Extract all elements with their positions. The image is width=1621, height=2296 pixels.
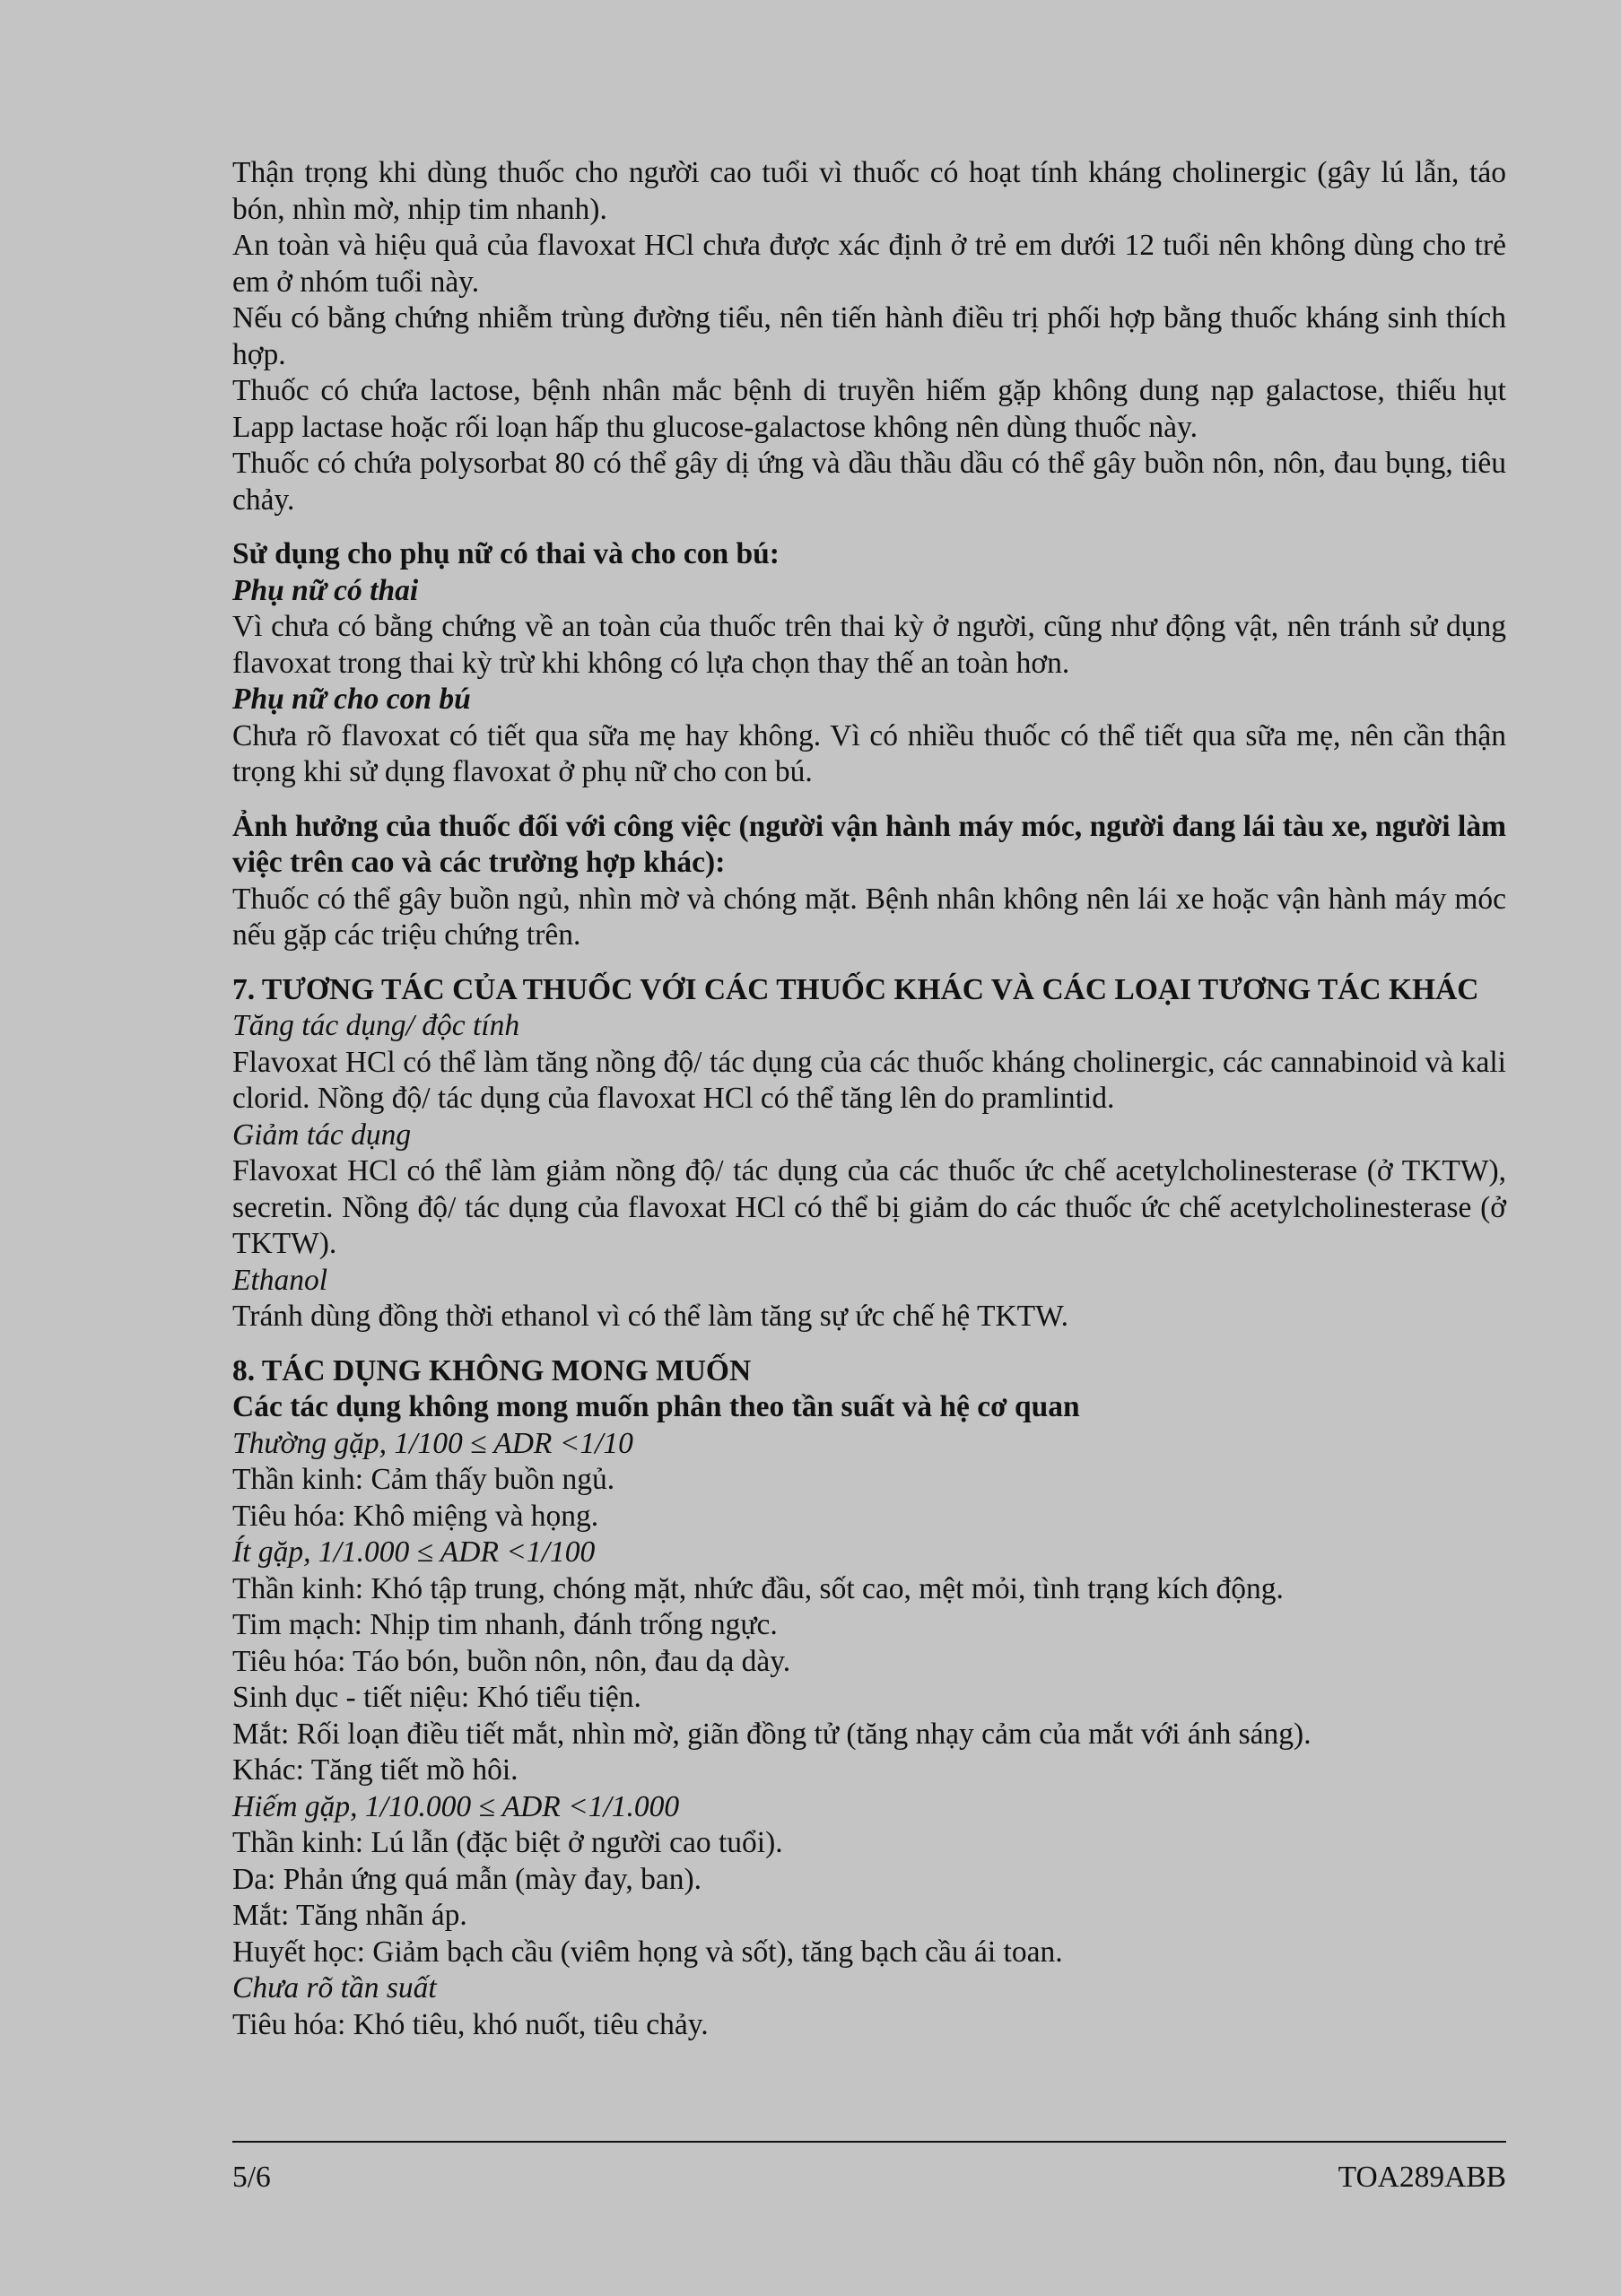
adr-item: Tiêu hóa: Táo bón, buồn nôn, nôn, đau dạ dày. (232, 1644, 791, 1678)
frequency-unknown-label: Chưa rõ tần suất (232, 1971, 437, 2005)
driving-block (232, 809, 1506, 954)
precaution-paragraph: Thận trọng khi dùng thuốc cho người cao tuổi vì thuốc có hoạt tính kháng cholinergic (gây lú lẫn, táo bón, nhìn mờ, nhịp tim nhanh). (232, 156, 1506, 226)
adr-item: Thần kinh: Lú lẫn (đặc biệt ở người cao tuổi). (232, 1826, 783, 1859)
precautions-block (232, 155, 1506, 518)
section-8 (232, 1353, 1506, 2044)
document-code: TOA289ABB (1338, 2161, 1506, 2194)
precaution-paragraph: Thuốc có chứa polysorbat 80 có thể gây dị ứng và dầu thầu dầu có thể gây buồn nôn, nôn, đau bụng, tiêu chảy. (232, 447, 1506, 517)
adr-item: Khác: Tăng tiết mồ hôi. (232, 1753, 519, 1787)
decrease-effect-label: Giảm tác dụng (232, 1118, 412, 1152)
footer-divider (232, 2141, 1506, 2143)
frequency-rare-label: Hiếm gặp, 1/10.000 ≤ ADR <1/1.000 (232, 1789, 680, 1823)
section-8-heading: 8. TÁC DỤNG KHÔNG MONG MUỐN (232, 1353, 752, 1387)
section-7-heading: 7. TƯƠNG TÁC CỦA THUỐC VỚI CÁC THUỐC KHÁC VÀ CÁC LOẠI TƯƠNG TÁC KHÁC (232, 972, 1479, 1006)
section-7 (232, 972, 1506, 1335)
precaution-paragraph: An toàn và hiệu quả của flavoxat HCl chưa được xác định ở trẻ em dưới 12 tuổi nên không dùng cho trẻ em ở nhóm tuổi này. (232, 229, 1506, 299)
adr-item: Da: Phản ứng quá mẫn (mày đay, ban). (232, 1862, 702, 1896)
adr-item: Tiêu hóa: Khô miệng và họng. (232, 1499, 599, 1533)
lactation-subheading: Phụ nữ cho con bú (232, 683, 471, 716)
precaution-paragraph: Nếu có bằng chứng nhiễm trùng đường tiểu, nên tiến hành điều trị phối hợp bằng thuốc kháng sinh thích hợp. (232, 301, 1506, 371)
pregnancy-heading: Sử dụng cho phụ nữ có thai và cho con bú: (232, 537, 780, 570)
page-number: 5/6 (232, 2161, 271, 2194)
driving-heading: Ảnh hưởng của thuốc đối với công việc (người vận hành máy móc, người đang lái tàu xe, người làm việc trên cao và các trường hợp khác): (232, 809, 1506, 879)
adr-item: Mắt: Rối loạn điều tiết mắt, nhìn mờ, giãn đồng tử (tăng nhạy cảm của mắt với ánh sáng). (232, 1717, 1312, 1751)
section-8-subheading: Các tác dụng không mong muốn phân theo tần suất và hệ cơ quan (232, 1390, 1080, 1423)
adr-item: Thần kinh: Cảm thấy buồn ngủ. (232, 1463, 615, 1496)
adr-item: Tim mạch: Nhịp tim nhanh, đánh trống ngực. (232, 1608, 778, 1641)
increase-effect-text: Flavoxat HCl có thể làm tăng nồng độ/ tác dụng của các thuốc kháng cholinergic, các cannabinoid và kali clorid. Nồng độ/ tác dụng của flavoxat HCl có thể tăng lên do pramlintid. (232, 1045, 1506, 1115)
pregnant-subheading: Phụ nữ có thai (232, 573, 419, 607)
adr-item: Mắt: Tăng nhãn áp. (232, 1899, 467, 1932)
document-body (232, 155, 1506, 2043)
frequency-uncommon-label: Ít gặp, 1/1.000 ≤ ADR <1/100 (232, 1535, 596, 1569)
ethanol-label: Ethanol (232, 1263, 328, 1297)
adr-item: Huyết học: Giảm bạch cầu (viêm họng và sốt), tăng bạch cầu ái toan. (232, 1935, 1063, 1969)
adr-item: Sinh dục - tiết niệu: Khó tiểu tiện. (232, 1681, 641, 1714)
adr-item: Thần kinh: Khó tập trung, chóng mặt, nhức đầu, sốt cao, mệt mỏi, tình trạng kích động. (232, 1571, 1284, 1605)
decrease-effect-text: Flavoxat HCl có thể làm giảm nồng độ/ tác dụng của các thuốc ức chế acetylcholinesterase (ở TKTW), secretin. Nồng độ/ tác dụng của flavoxat HCl có thể bị giảm do các thuốc ức chế acetylcholinesterase (ở TKTW). (232, 1154, 1506, 1260)
driving-text: Thuốc có thể gây buồn ngủ, nhìn mờ và chóng mặt. Bệnh nhân không nên lái xe hoặc vận hành máy móc nếu gặp các triệu chứng trên. (232, 882, 1506, 952)
ethanol-text: Tránh dùng đồng thời ethanol vì có thể làm tăng sự ức chế hệ TKTW. (232, 1300, 1069, 1333)
precaution-paragraph: Thuốc có chứa lactose, bệnh nhân mắc bệnh di truyền hiếm gặp không dung nạp galactose, thiếu hụt Lapp lactase hoặc rối loạn hấp thu glucose-galactose không nên dùng thuốc này. (232, 374, 1506, 444)
frequency-common-label: Thường gặp, 1/100 ≤ ADR <1/10 (232, 1426, 633, 1460)
page-footer (232, 2160, 1506, 2196)
lactation-text: Chưa rõ flavoxat có tiết qua sữa mẹ hay không. Vì có nhiều thuốc có thể tiết qua sữa mẹ, nên cần thận trọng khi sử dụng flavoxat ở phụ nữ cho con bú. (232, 718, 1506, 788)
increase-effect-label: Tăng tác dụng/ độc tính (232, 1009, 520, 1042)
pregnancy-lactation-block (232, 536, 1506, 791)
pregnant-text: Vì chưa có bằng chứng về an toàn của thuốc trên thai kỳ ở người, cũng như động vật, nên tránh sử dụng flavoxat trong thai kỳ trừ khi không có lựa chọn thay thế an toàn hơn. (232, 610, 1506, 680)
adr-item: Tiêu hóa: Khó tiêu, khó nuốt, tiêu chảy. (232, 2007, 709, 2041)
